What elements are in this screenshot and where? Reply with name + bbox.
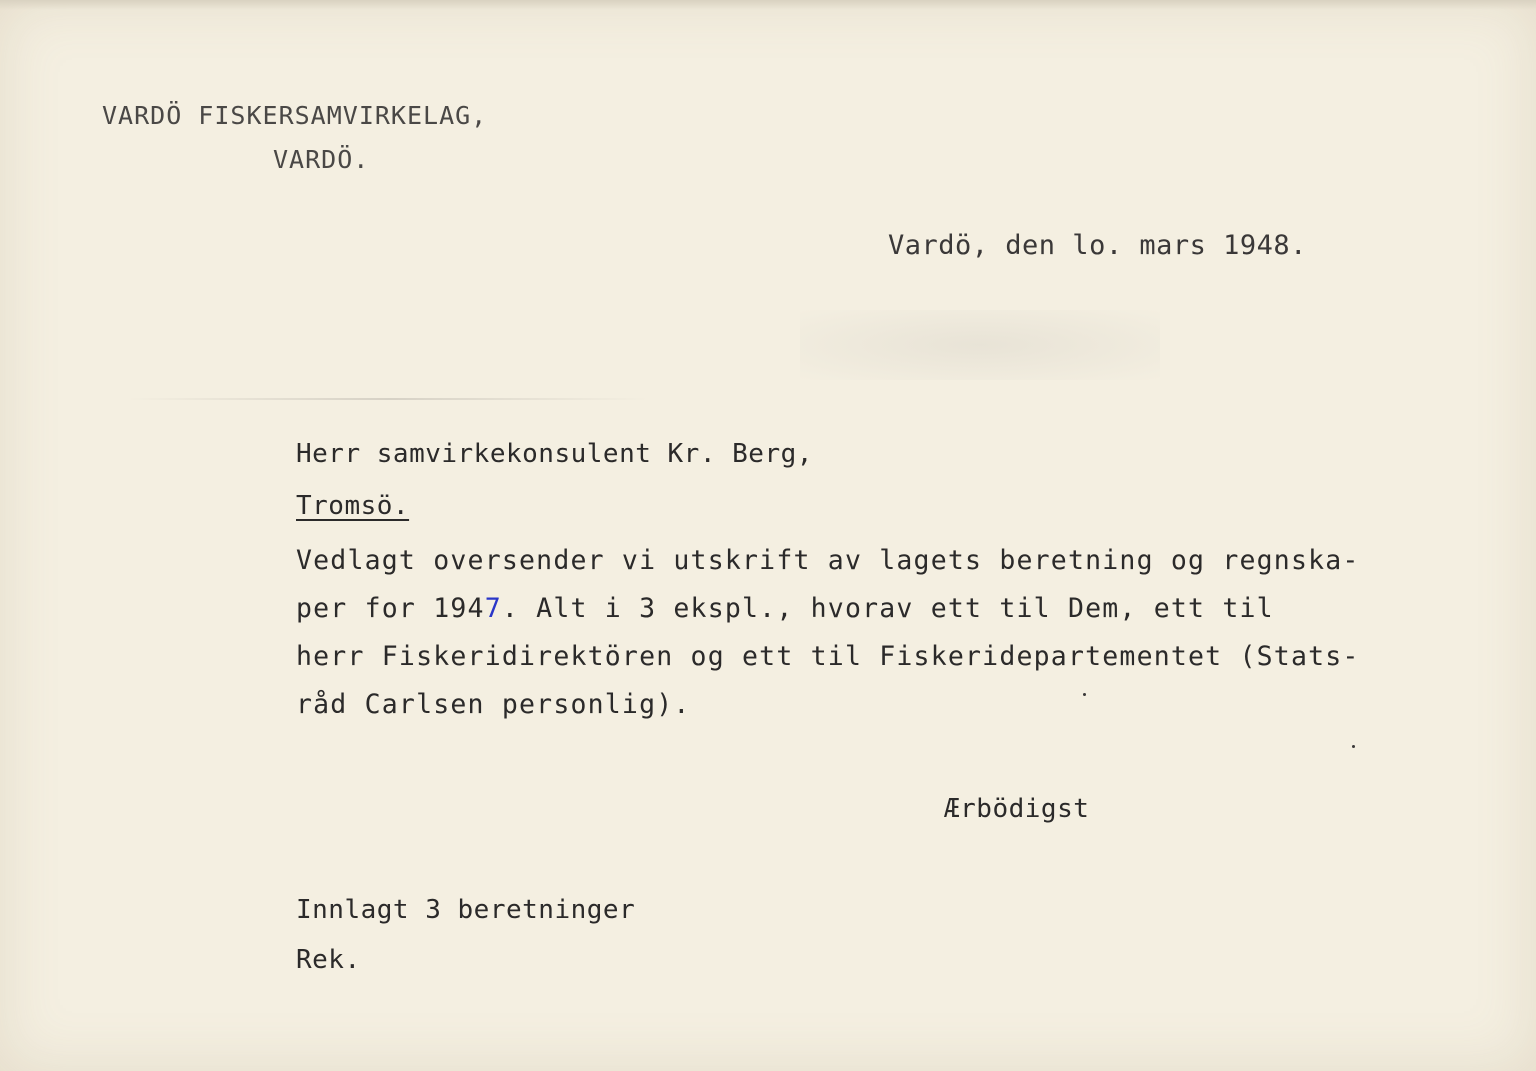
date-line: Vardö, den lo. mars 1948. (888, 230, 1307, 261)
faded-stamp-mark (800, 310, 1160, 380)
handwritten-correction: 7 (484, 593, 502, 624)
body-line-2-end: . Alt i 3 ekspl., hvorav ett til Dem, ett til (501, 593, 1274, 624)
ink-speck (1083, 693, 1086, 696)
body-line-1: Vedlagt oversender vi utskrift av lagets beretning og regnska- (296, 545, 1360, 576)
sender-city: VARDÖ. (273, 145, 370, 174)
body-line-2 (296, 593, 1274, 624)
sender-name: VARDÖ FISKERSAMVIRKELAG, (102, 101, 488, 130)
faded-rule-line (128, 398, 648, 400)
body-line-2-start: per for 194 (296, 593, 485, 624)
page-edge-shadow (0, 0, 1536, 10)
closing: Ærbödigst (944, 794, 1090, 824)
enclosure-note: Innlagt 3 beretninger (296, 895, 636, 925)
body-line-3: herr Fiskeridirektören og ett til Fiskeridepartementet (Stats- (296, 641, 1360, 672)
ink-speck (1352, 745, 1355, 748)
recipient-city: Tromsö. (296, 491, 410, 521)
recipient-name: Herr samvirkekonsulent Kr. Berg, (296, 439, 813, 469)
registered-note: Rek. (296, 945, 361, 975)
body-line-4: råd Carlsen personlig). (296, 689, 691, 720)
